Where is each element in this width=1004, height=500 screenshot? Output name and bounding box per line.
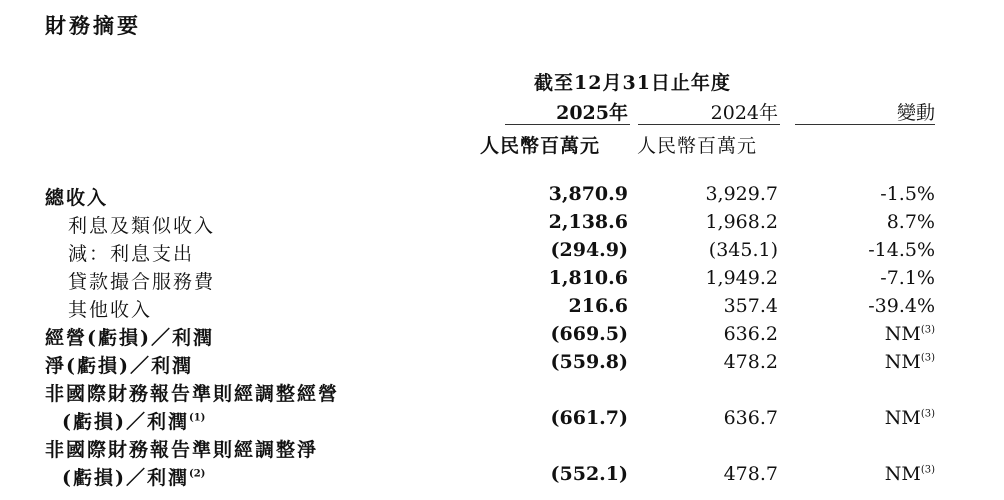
table-row-continuation (0, 407, 1004, 435)
value-2024: 3,929.7 (705, 183, 778, 205)
value-2024: 1,949.2 (705, 267, 778, 289)
underline-change (795, 124, 935, 125)
value-2024: 636.7 (723, 407, 778, 429)
row-label: 非國際財務報告準則經調整淨 (45, 439, 319, 461)
label-text: (虧損)／利潤 (62, 467, 189, 489)
value-change (790, 351, 935, 373)
footnote-ref: (3) (920, 408, 935, 420)
footnote-ref: (1) (188, 412, 206, 424)
row-label: 貸款撮合服務費 (68, 271, 216, 293)
table-row (0, 379, 1004, 407)
table-row (0, 435, 1004, 463)
value-2025: 216.6 (568, 295, 628, 317)
row-label: 減：利息支出 (68, 243, 195, 265)
col-header-2025: 2025年 (556, 102, 628, 124)
value-2025: (661.7) (550, 407, 628, 429)
value-2025: (559.8) (550, 351, 628, 373)
value-2025: 3,870.9 (548, 183, 628, 205)
footnote-ref: (2) (188, 468, 206, 480)
row-label-line2 (62, 463, 205, 490)
value-2025: 2,138.6 (548, 211, 628, 233)
value-change: -7.1% (880, 267, 935, 289)
row-label: 總收入 (45, 187, 109, 209)
value-2025: (552.1) (550, 463, 628, 485)
change-text: NM (884, 323, 921, 345)
value-change: -14.5% (868, 239, 935, 261)
value-2024: 1,968.2 (705, 211, 778, 233)
value-change (790, 323, 935, 345)
unit-2024: 人民幣百萬元 (637, 135, 758, 157)
change-text: NM (884, 463, 921, 485)
period-header: 截至12月31日止年度 (534, 72, 731, 94)
col-header-2024: 2024年 (710, 102, 778, 124)
value-2025: (669.5) (550, 323, 628, 345)
value-2024: 357.4 (723, 295, 778, 317)
table-row (0, 323, 1004, 351)
table-row-continuation (0, 463, 1004, 491)
table-row (0, 183, 1004, 211)
row-label: 利息及類似收入 (68, 215, 216, 237)
value-2024: 478.7 (723, 463, 778, 485)
table-row (0, 295, 1004, 323)
value-2025: (294.9) (550, 239, 628, 261)
table-row (0, 351, 1004, 379)
value-2024: (345.1) (708, 239, 778, 261)
table-row (0, 267, 1004, 295)
row-label: 其他收入 (68, 299, 153, 321)
value-change: 8.7% (886, 211, 935, 233)
underline-2024 (638, 124, 780, 125)
value-change (790, 463, 935, 485)
underline-2025 (505, 124, 630, 125)
unit-2025: 人民幣百萬元 (480, 135, 601, 157)
row-label: 淨(虧損)／利潤 (45, 355, 193, 377)
row-label: 經營(虧損)／利潤 (45, 327, 214, 349)
row-label: 非國際財務報告準則經調整經營 (45, 383, 340, 405)
value-2024: 478.2 (723, 351, 778, 373)
footnote-ref: (3) (920, 464, 935, 476)
footnote-ref: (3) (920, 352, 935, 364)
value-2025: 1,810.6 (548, 267, 628, 289)
change-text: NM (884, 407, 921, 429)
row-label-line2 (62, 407, 205, 434)
section-title: 財務摘要 (45, 13, 141, 38)
change-text: NM (884, 351, 921, 373)
footnote-ref: (3) (920, 324, 935, 336)
value-change (790, 407, 935, 429)
table-row (0, 239, 1004, 267)
value-change: -1.5% (880, 183, 935, 205)
value-change: -39.4% (868, 295, 935, 317)
label-text: (虧損)／利潤 (62, 411, 189, 433)
col-header-change: 變動 (896, 102, 935, 124)
table-row (0, 211, 1004, 239)
value-2024: 636.2 (723, 323, 778, 345)
